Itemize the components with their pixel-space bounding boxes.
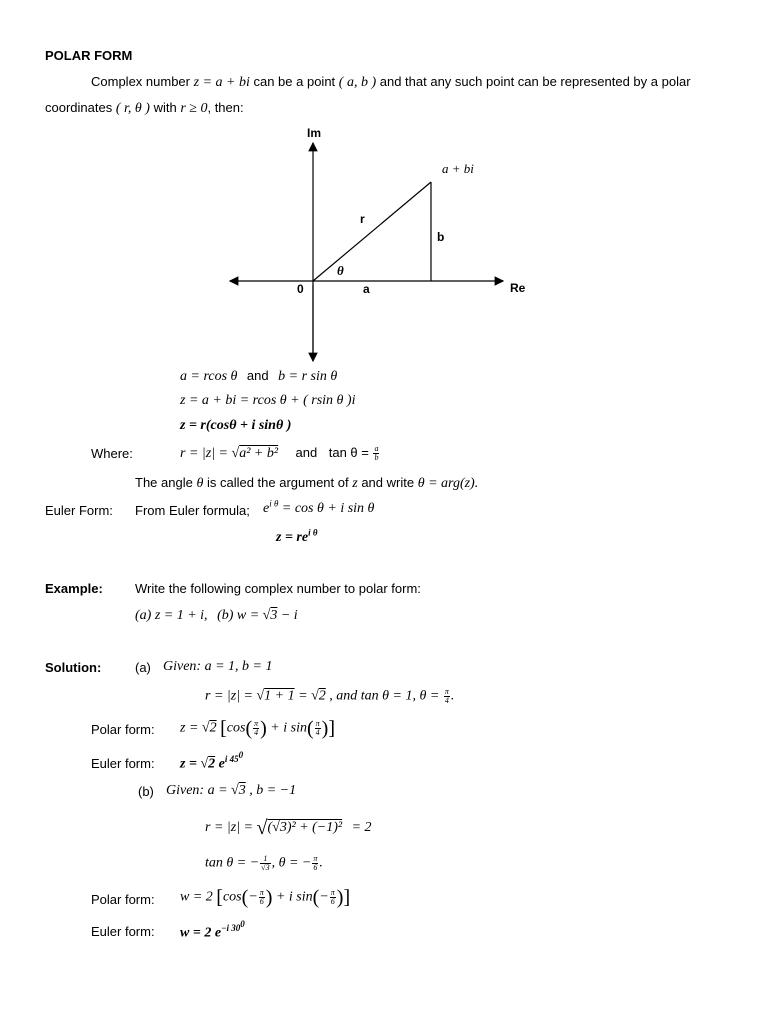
eq-z-expansion: z = a + bi = rcos θ + ( rsin θ )i (180, 393, 356, 408)
solution-a-polar-label: Polar form: (91, 722, 155, 737)
solution-label: Solution: (45, 660, 102, 675)
origin-label: 0 (297, 282, 304, 296)
where-equation: r = |z| = √a² + b² and tan θ = $\frac{a}{b}$ (180, 444, 379, 463)
solution-b-polar-label: Polar form: (91, 892, 155, 907)
intro-line-2: coordinates ( r, θ ) with r ≥ 0, then: (45, 100, 244, 116)
b-label: b (437, 230, 445, 244)
example-text: Write the following complex number to polar form: (135, 581, 421, 596)
solution-a-tag: (a) (135, 660, 151, 675)
r-label: r (360, 212, 365, 226)
solution-a-polar: z = √2 [cos( $\frac{\pi}{4}$ ) + i sin( $\frac{\pi}{4}$ )] (180, 717, 335, 740)
r-condition: r ≥ 0 (180, 101, 208, 116)
solution-b-tan: tan θ = − $\frac{1}{√3}$ , θ = − $\frac{\pi}{6}$ . (205, 854, 323, 872)
solution-b-given: Given: a = √3 , b = −1 (166, 783, 297, 798)
solution-b-tag: (b) (138, 784, 154, 799)
page-title: POLAR FORM (45, 48, 133, 63)
solution-a-given: Given: a = 1, b = 1 (163, 659, 273, 674)
theta-label: θ (337, 263, 344, 278)
euler-label: Euler Form: (45, 503, 113, 518)
solution-b-euler-label: Euler form: (91, 924, 155, 939)
eq-a-b: a = rcos θ and b = r sin θ (180, 368, 338, 384)
solution-b-r: r = |z| = √(√3)² + (−1)² = 2 (205, 817, 372, 839)
point-label: a + bi (442, 161, 474, 176)
where-label: Where: (91, 446, 133, 461)
solution-b-polar: w = 2 [cos(− $\frac{\pi}{6}$ ) + i sin(− $\frac{\pi}{6}$ )] (180, 886, 351, 909)
re-label: Re (510, 281, 525, 295)
example-parts: (a) z = 1 + i, (b) w = √3 − i (135, 608, 298, 623)
im-label: Im (307, 126, 322, 140)
polar-diagram (225, 125, 525, 370)
solution-a-euler-label: Euler form: (91, 756, 155, 771)
intro-line-1: Complex number z = a + bi can be a point ( a, b ) and that any such point can be represented by a polar (91, 74, 691, 90)
euler-formula: $e^{i \theta} = \cos \theta + i$ sin θ (263, 498, 375, 516)
euler-from: From Euler formula; (135, 503, 250, 518)
argument-line: The angle θ is called the argument of z and write θ = arg(z). (135, 475, 479, 491)
polar-coords: ( r, θ ) (115, 101, 150, 116)
example-label: Example: (45, 581, 103, 596)
solution-b-euler: w = 2 $e^{-i 30^0}$ (180, 919, 245, 941)
euler-z-form: $z = re^{i \theta}$ (276, 527, 318, 545)
eq-z-polar: z = r(cosθ + i sinθ ) (180, 418, 292, 433)
a-label: a (363, 282, 370, 296)
solution-a-euler: z = √2 $e^{i 45^0}$ (180, 750, 244, 772)
point-ab: ( a, b ) (338, 75, 377, 90)
z-equation: z = a + bi (193, 75, 250, 90)
solution-a-r: r = |z| = √1 + 1 = √2 , and tan θ = 1, θ = $\frac{\pi}{4}$ . (205, 687, 455, 705)
radius-line (313, 182, 431, 281)
